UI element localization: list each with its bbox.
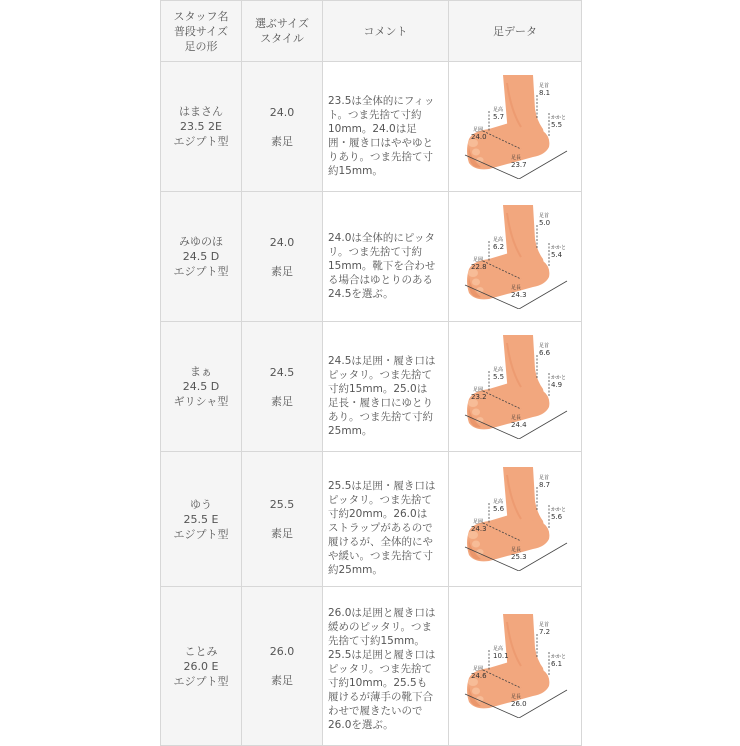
comment-line: ピッタリ。つま先捨て: [328, 663, 433, 675]
comment-line: わせで履きたいので: [328, 705, 423, 717]
comment-line: 10mm。24.0は足: [328, 122, 417, 135]
foot-heel-label: かかと: [551, 507, 567, 513]
foot-data-cell: [449, 452, 582, 587]
comment-line: 緩めのピッタリ。つま: [328, 621, 433, 633]
comment-line: ピッタリ。つま先捨て: [328, 494, 433, 506]
comment-cell: [323, 587, 449, 746]
comment-line: 約15mm。: [328, 164, 383, 177]
staff-name: はまさん: [179, 105, 223, 118]
comment-line: 先捨て寸約15mm。: [328, 635, 425, 647]
comment-line: 囲・履き口はややゆと: [328, 136, 433, 149]
size-cell: [242, 452, 323, 587]
comment-line: 24.5を選ぶ。: [328, 287, 394, 300]
header-foot-data: 足データ: [449, 1, 582, 62]
chosen-size: 24.5: [269, 365, 295, 379]
table-row: [161, 322, 582, 452]
chosen-size: 24.0: [269, 235, 295, 249]
size-cell: [242, 322, 323, 452]
staff-cell: [161, 322, 242, 452]
foot-girth-label: 足囲: [473, 256, 484, 263]
table-row: [161, 587, 582, 746]
chosen-size: 25.5: [269, 498, 295, 511]
foot-shape: エジプト型: [173, 265, 229, 278]
foot-ankle-value: 7.2: [539, 628, 551, 636]
comment-cell: [323, 192, 449, 322]
comment-line: ピッタリ。つま先捨て: [328, 368, 433, 381]
fit-table: [160, 0, 582, 746]
staff-name: みゆのほ: [179, 235, 223, 248]
header-row: [161, 1, 582, 62]
comment-line: 25mm。: [328, 424, 373, 437]
foot-shape: ギリシャ型: [173, 395, 229, 408]
foot-length-value: 24.4: [511, 420, 527, 429]
comment-line: あり。つま先捨て寸約: [328, 410, 433, 423]
foot-heel-value: 5.6: [551, 513, 563, 521]
comment-line: 履けるが、全体的にや: [328, 536, 433, 548]
style-value: 素足: [271, 134, 293, 148]
foot-heel-value: 6.1: [551, 660, 563, 668]
foot-length-label: 足長: [511, 154, 522, 161]
foot-height-label: 足高: [493, 646, 504, 652]
chosen-size: 24.0: [269, 105, 295, 119]
foot-heel-value: 5.5: [551, 120, 563, 129]
foot-girth-label: 足囲: [473, 126, 484, 133]
comment-line: 23.5は全体的にフィッ: [328, 94, 435, 107]
usual-size: 25.5 E: [183, 512, 219, 526]
foot-girth-value: 24.3: [471, 525, 487, 533]
comment-line: 15mm。靴下を合わせ: [328, 259, 436, 272]
staff-cell: [161, 192, 242, 322]
comment-cell: [323, 62, 449, 192]
foot-girth-value: 24.0: [471, 132, 487, 141]
table-row: [161, 192, 582, 322]
foot-shape: エジプト型: [173, 674, 229, 688]
foot-diagram: [459, 463, 571, 571]
foot-girth-value: 24.6: [471, 672, 487, 680]
foot-girth-label: 足囲: [473, 519, 484, 525]
comment-line: る場合はゆとりのある: [328, 273, 433, 286]
foot-diagram: [459, 201, 571, 309]
comment-line: 寸約20mm。26.0は: [328, 508, 428, 520]
foot-height-value: 10.1: [493, 652, 509, 660]
foot-ankle-value: 8.1: [539, 88, 551, 97]
foot-length-label: 足長: [511, 284, 522, 291]
style-value: 素足: [271, 674, 293, 687]
foot-height-value: 5.7: [493, 112, 505, 121]
foot-length-label: 足長: [511, 694, 522, 700]
usual-size: 23.5 2E: [180, 120, 222, 133]
foot-heel-label: かかと: [551, 114, 567, 121]
foot-height-value: 6.2: [493, 242, 505, 251]
staff-cell: [161, 62, 242, 192]
comment-line: リ。つま先捨て寸約: [328, 245, 422, 258]
foot-diagram: [459, 71, 571, 179]
foot-ankle-label: 足首: [539, 622, 550, 628]
foot-heel-value: 4.9: [551, 380, 563, 389]
comment-line: りあり。つま先捨て寸: [328, 150, 433, 163]
foot-ankle-value: 8.7: [539, 481, 551, 489]
foot-data-cell: [449, 192, 582, 322]
foot-girth-value: 22.8: [471, 262, 487, 271]
foot-shape: エジプト型: [173, 527, 229, 541]
header-staff: スタッフ名 普段サイズ 足の形: [161, 1, 242, 62]
usual-size: 24.5 D: [182, 380, 220, 393]
staff-cell: [161, 587, 242, 746]
comment-line: 24.0は全体的にピッタ: [328, 231, 435, 244]
comment-line: 25.5は足囲・履き口は: [328, 480, 436, 492]
foot-length-value: 26.0: [511, 700, 527, 708]
comment-line: 26.0は足囲と履き口は: [328, 607, 436, 619]
comment-line: 約25mm。: [328, 564, 383, 576]
foot-data-cell: [449, 62, 582, 192]
foot-girth-label: 足囲: [473, 386, 484, 393]
foot-height-label: 足高: [493, 106, 504, 113]
staff-cell: [161, 452, 242, 587]
foot-height-label: 足高: [493, 499, 504, 505]
foot-heel-value: 5.4: [551, 250, 563, 259]
comment-line: 24.5は足囲・履き口は: [328, 354, 436, 367]
comment-line: 履けるが薄手の靴下合: [328, 691, 433, 703]
comment-line: 26.0を選ぶ。: [328, 719, 394, 731]
foot-ankle-label: 足首: [539, 212, 550, 219]
staff-name: ゆう: [190, 497, 212, 511]
foot-heel-label: かかと: [551, 374, 567, 381]
header-size: 選ぶサイズ スタイル: [242, 1, 323, 62]
style-value: 素足: [271, 394, 293, 408]
size-cell: [242, 192, 323, 322]
foot-diagram: [459, 331, 571, 439]
foot-heel-label: かかと: [551, 654, 567, 660]
foot-length-label: 足長: [511, 414, 522, 421]
foot-length-value: 24.3: [511, 290, 527, 299]
foot-height-value: 5.5: [493, 372, 505, 381]
style-value: 素足: [271, 264, 293, 278]
foot-length-label: 足長: [511, 547, 522, 553]
foot-length-value: 23.7: [511, 160, 527, 169]
size-cell: [242, 587, 323, 746]
foot-shape: エジプト型: [173, 135, 229, 148]
size-cell: [242, 62, 323, 192]
staff-name: ことみ: [184, 644, 218, 658]
foot-diagram: [459, 610, 571, 718]
usual-size: 24.5 D: [182, 250, 220, 263]
foot-ankle-value: 5.0: [539, 218, 551, 227]
comment-line: 寸約15mm。25.0は: [328, 382, 428, 395]
foot-girth-value: 23.2: [471, 392, 487, 401]
comment-cell: [323, 452, 449, 587]
foot-ankle-label: 足首: [539, 475, 550, 481]
comment-line: 25.5は足囲と履き口は: [328, 649, 436, 661]
usual-size: 26.0 E: [183, 659, 219, 673]
comment-cell: [323, 322, 449, 452]
style-value: 素足: [271, 527, 293, 540]
chosen-size: 26.0: [269, 645, 295, 658]
foot-ankle-value: 6.6: [539, 348, 551, 357]
foot-ankle-label: 足首: [539, 82, 550, 89]
foot-heel-label: かかと: [551, 244, 567, 251]
staff-name: まぁ: [190, 365, 212, 378]
foot-height-label: 足高: [493, 366, 504, 373]
header-comment: コメント: [323, 1, 449, 62]
foot-length-value: 25.3: [511, 553, 527, 561]
table-row: [161, 62, 582, 192]
comment-line: や緩い。つま先捨て寸: [328, 550, 433, 562]
foot-height-value: 5.6: [493, 505, 505, 513]
foot-girth-label: 足囲: [473, 666, 484, 672]
comment-line: 足長・履き口にゆとり: [328, 396, 433, 409]
foot-ankle-label: 足首: [539, 342, 550, 349]
comment-line: 寸約10mm。25.5も: [328, 677, 428, 689]
foot-data-cell: [449, 587, 582, 746]
foot-height-label: 足高: [493, 236, 504, 243]
comment-line: ストラップがあるので: [328, 522, 433, 534]
comment-line: ト。つま先捨て寸約: [328, 108, 422, 121]
table-row: [161, 452, 582, 587]
foot-data-cell: [449, 322, 582, 452]
